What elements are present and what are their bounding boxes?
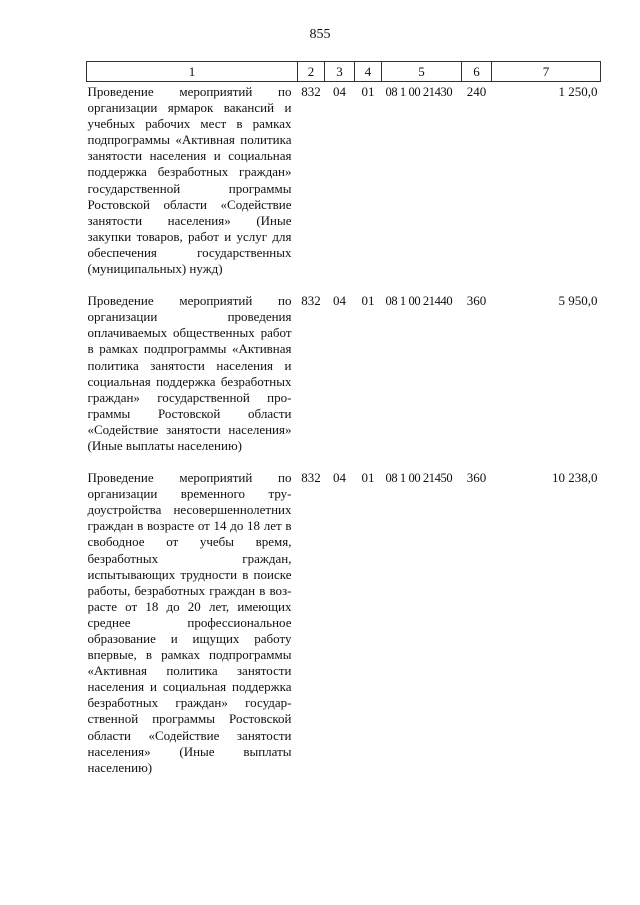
table-row: [87, 291, 601, 454]
row-expense-type: 240: [466, 84, 487, 99]
row-description: Проведение мероприятий по организации проведения оплачиваемых общественных работ в рамках подпрограммы «Активная политика занятости населения и социальная поддержка безработных граждан» государственной программы Ростовской области «Содействие занятости населения» (Иные выплаты населению): [87, 293, 292, 453]
row-spacer: [87, 454, 601, 468]
row-ministry: 832: [301, 470, 321, 486]
page-number: 855: [309, 27, 331, 42]
row-target-article: 08 1 00 21450: [385, 471, 453, 486]
row-subsection: 01: [361, 470, 375, 486]
row-amount: 10 238,0: [552, 470, 598, 486]
column-header-description: 1: [87, 62, 298, 82]
column-header-amount: 7: [492, 62, 601, 82]
column-header-section: 3: [325, 62, 355, 82]
column-header-ministry: 2: [298, 62, 325, 82]
row-target-article: 08 1 00 21440: [385, 294, 453, 309]
row-ministry: 832: [301, 84, 321, 99]
row-section: 04: [333, 470, 346, 486]
row-target-article: 08 1 00 21430: [385, 85, 453, 99]
row-expense-type: 360: [466, 293, 487, 309]
table-row: [87, 468, 601, 776]
row-section: 04: [333, 293, 346, 309]
column-header-target-article: 5: [382, 62, 462, 82]
row-subsection: 01: [361, 293, 375, 309]
budget-table: [86, 61, 601, 776]
row-amount: 1 250,0: [558, 84, 598, 99]
table-row: [87, 82, 601, 278]
table-header-row: [87, 62, 601, 82]
column-header-subsection: 4: [355, 62, 382, 82]
row-expense-type: 360: [466, 470, 487, 486]
row-description: Проведение мероприятий по организации временного трудоустройства несовершеннолетних граждан в возрасте от 14 до 18 лет в свободное от учебы время, безработных граждан, испытывающих трудности в поиске работы, безработных граждан в возрасте от 18 до 20 лет, имеющих среднее профессиональное образование и ищущих работу впервые, в рамках подпрограммы «Активная политика занятости населения и социальная поддержка безработных граждан» государственной программы Ростовской области «Содействие занятости населения» (Иные выплаты населению): [87, 470, 292, 775]
row-subsection: 01: [361, 84, 375, 99]
row-amount: 5 950,0: [558, 293, 598, 309]
row-section: 04: [333, 84, 346, 99]
row-description: Проведение мероприятий по организации ярмарок вакансий и учебных рабочих мест в рамках подпрограммы «Активная политика занятости населения и социальная поддержка безработных граждан» государственной программы Ростовской области «Содействие занятости населения» (Иные закупки товаров, работ и услуг для обеспечения государственных (муниципальных) нужд): [87, 84, 292, 277]
row-spacer: [87, 277, 601, 291]
row-ministry: 832: [301, 293, 321, 309]
column-header-expense-type: 6: [462, 62, 492, 82]
